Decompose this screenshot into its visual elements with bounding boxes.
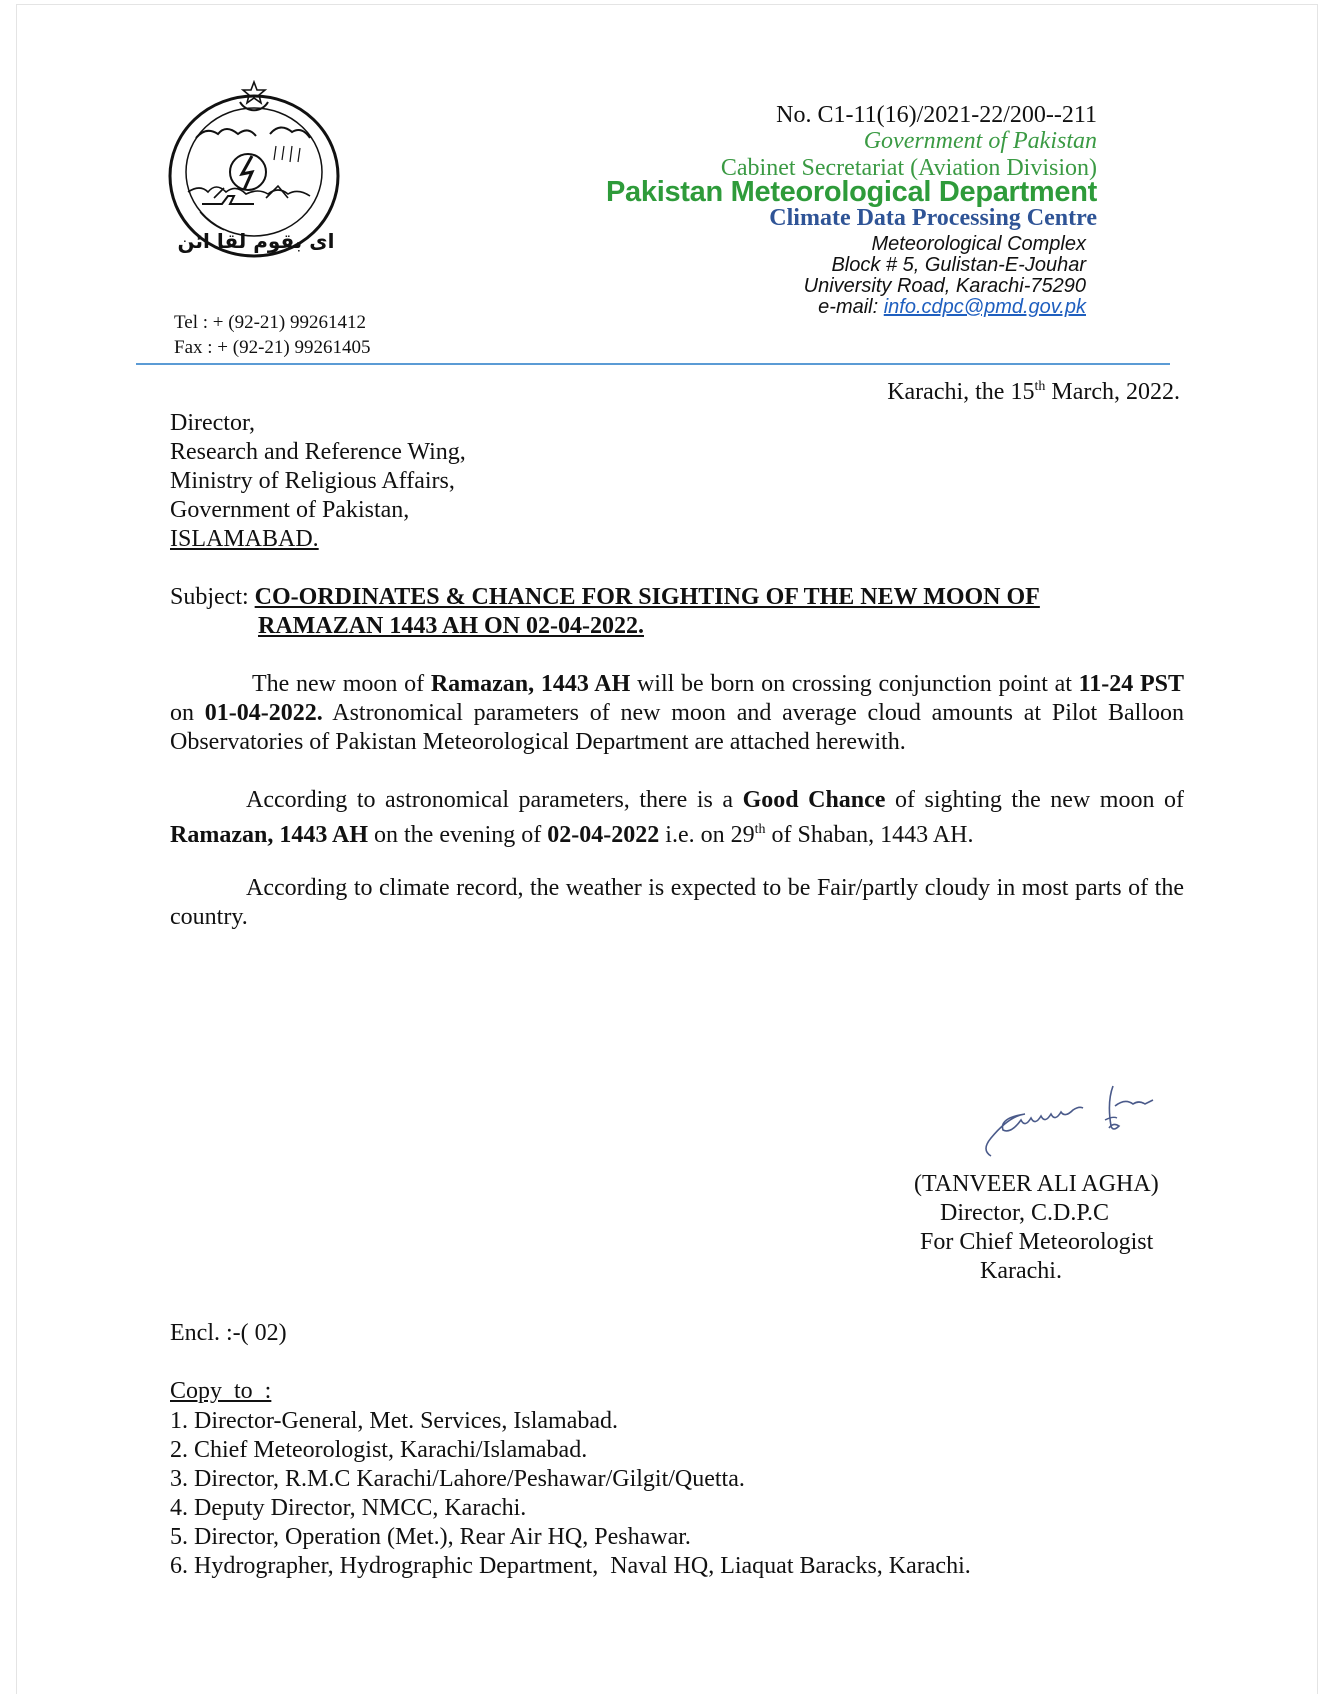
addressee-block [170, 409, 466, 554]
signatory-for: For Chief Meteorologist [920, 1229, 1154, 1255]
contact-block [174, 310, 370, 360]
addressee-line: Research and Reference Wing, [170, 439, 466, 465]
copy-to-item: 5. Director, Operation (Met.), Rear Air HQ, Peshawar. [170, 1524, 691, 1550]
enclosure-note: Encl. :-( 02) [170, 1320, 287, 1346]
addressee-city: ISLAMABAD. [170, 526, 319, 552]
signatory-title: Director, C.D.P.C [940, 1200, 1110, 1226]
copy-to-item: 4. Deputy Director, NMCC, Karachi. [170, 1495, 527, 1521]
letter-date: Karachi, the 15th March, 2022. [887, 379, 1180, 405]
addressee-line: Director, [170, 410, 255, 436]
subject-line-2: RAMAZAN 1443 AH ON 02-04-2022. [258, 613, 644, 639]
telephone: Tel : + (92-21) 99261412 [174, 312, 366, 333]
address-line-2: Block # 5, Gulistan-E-Jouhar [831, 254, 1086, 276]
department-title: Pakistan Meteorological Department [606, 176, 1097, 208]
signatory-name: (TANVEER ALI AGHA) [914, 1171, 1159, 1197]
cabinet-line: Cabinet Secretariat (Aviation Division) [720, 155, 1097, 181]
subject-label: Subject: [170, 584, 249, 610]
paragraph-weather: According to climate record, the weather is expected to be Fair/partly cloudy in most parts of the country. [170, 875, 1184, 930]
fax: Fax : + (92-21) 99261405 [174, 337, 371, 358]
email-link[interactable]: info.cdpc@pmd.gov.pk [883, 296, 1086, 318]
address-line-3: University Road, Karachi-75290 [803, 275, 1086, 297]
centre-title: Climate Data Processing Centre [769, 205, 1097, 231]
signatory-block [914, 1170, 1159, 1286]
addressee-line: Government of Pakistan, [170, 497, 410, 523]
addressee-line: Ministry of Religious Affairs, [170, 468, 455, 494]
paragraph-sighting-chance: According to astronomical parameters, there is a Good Chance of sighting the new moon of Ramazan, 1443 AH on the evening of 02-04-2022 i.e. on 29th of Shaban, 1443 AH. [170, 787, 1184, 848]
reference-number: No. C1-11(16)/2021-22/200--211 [776, 102, 1097, 128]
copy-to-heading: Copy to : [170, 1378, 272, 1404]
copy-to-item: 2. Chief Meteorologist, Karachi/Islamabad. [170, 1437, 588, 1463]
subject-block [170, 583, 1130, 641]
copy-to-list [170, 1407, 971, 1581]
copy-to-item: 1. Director-General, Met. Services, Islamabad. [170, 1408, 619, 1434]
email-label: e-mail: [818, 296, 879, 318]
header-rule [136, 363, 1170, 365]
copy-to-item: 3. Director, R.M.C Karachi/Lahore/Peshawar/Gilgit/Quetta. [170, 1466, 745, 1492]
email-line [818, 297, 1086, 318]
address-line-1: Meteorological Complex [871, 233, 1086, 255]
copy-to-item: 6. Hydrographer, Hydrographic Department, Naval HQ, Liaquat Baracks, Karachi. [170, 1553, 971, 1579]
government-line: Government of Pakistan [863, 128, 1097, 154]
handwritten-signature [945, 1072, 1185, 1164]
subject-line-1: CO-ORDINATES & CHANCE FOR SIGHTING OF THE NEW MOON OF [254, 584, 1040, 610]
svg-text:ای بقوم لقا ائن: ای بقوم لقا ائن [177, 229, 335, 253]
paragraph-new-moon-birth: The new moon of Ramazan, 1443 AH will be born on crossing conjunction point at 11-24 PST on 01-04-2022. Astronomical parameters of new moon and average cloud amounts at Pilot Balloon Observatories of Pakistan Meteorological Department are attached herewith. [170, 671, 1185, 755]
signatory-place: Karachi. [980, 1258, 1062, 1284]
pmd-emblem-logo [166, 80, 352, 264]
